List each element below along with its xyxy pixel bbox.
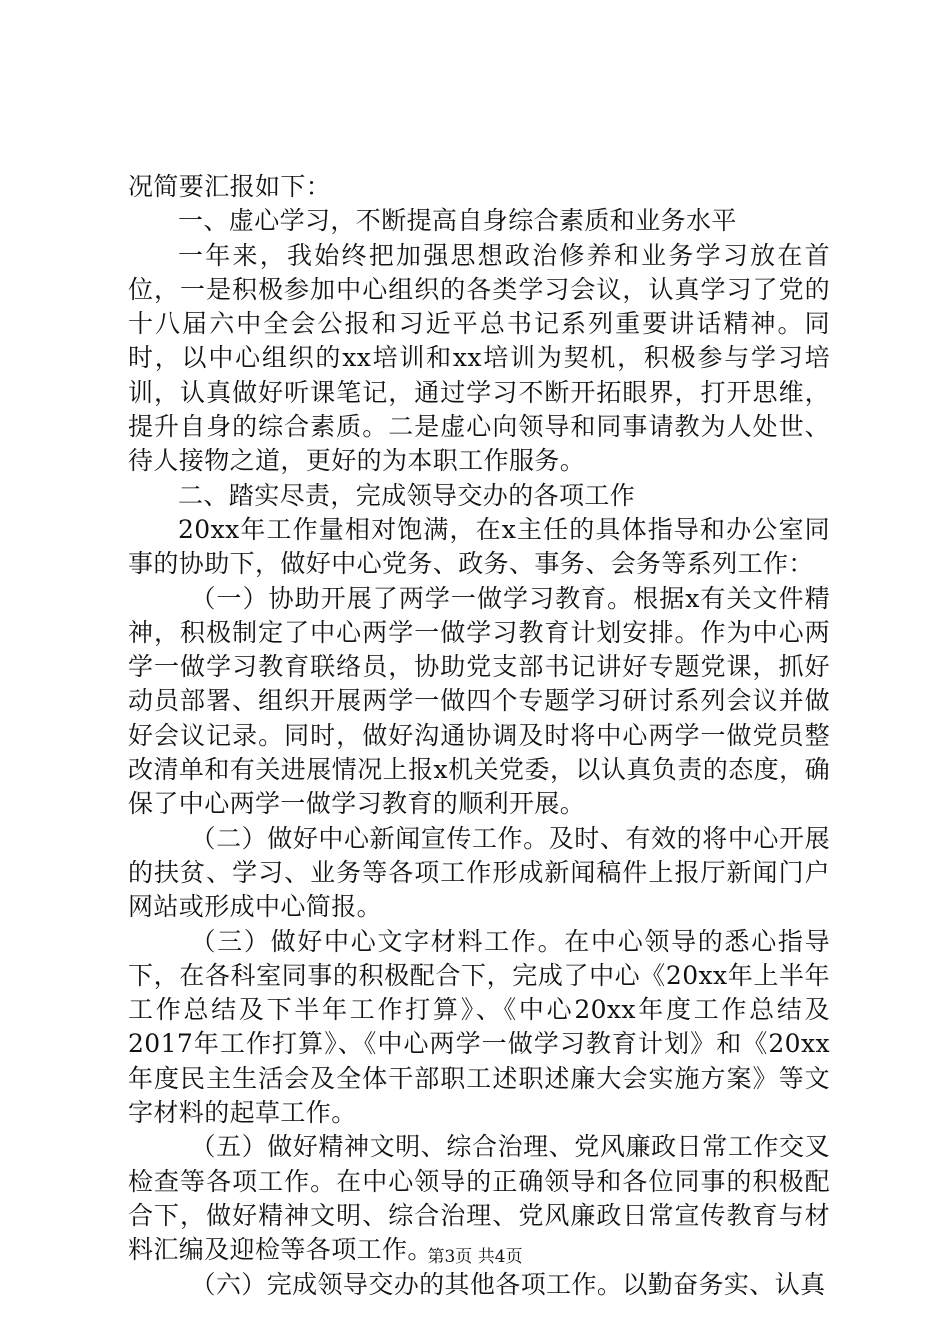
paragraph-item-5: （五）做好精神文明、综合治理、党风廉政日常工作交叉检查等各项工作。在中心领导的正确领导和各位同事的积极配合下，做好精神文明、综合治理、党风廉政日常宣传教育与材料汇编及迎检等各项工作。 xyxy=(128,1132,830,1265)
paragraph-item-6: （六）完成领导交办的其他各项工作。以勤奋务实、认真 xyxy=(190,1269,826,1299)
paragraph-intro: 况简要汇报如下： xyxy=(128,172,332,201)
paragraph-item-2: （二）做好中心新闻宣传工作。及时、有效的将中心开展的扶贫、学习、业务等各项工作形成新闻稿件上报厅新闻门户网站或形成中心简报。 xyxy=(128,823,830,922)
paragraph-workload: 20xx年工作量相对饱满，在x主任的具体指导和办公室同事的协助下，做好中心党务、政务、事务、会务等系列工作： xyxy=(128,514,830,579)
paragraph-item-1: （一）协助开展了两学一做学习教育。根据x有关文件精神，积极制定了中心两学一做学习教育计划安排。作为中心两学一做学习教育联络员，协助党支部书记讲好专题党课，抓好动员部署、组织开展两学一做四个专题学习研讨系列会议并做好会议记录。同时，做好沟通协调及时将中心两学一做党员整改清单和有关进展情况上报x机关党委，以认真负责的态度，确保了中心两学一做学习教育的顺利开展。 xyxy=(128,583,830,819)
section-heading-1: 一、虚心学习，不断提高自身综合素质和业务水平 xyxy=(178,206,737,236)
paragraph-item-3: （三）做好中心文字材料工作。在中心领导的悉心指导下，在各科室同事的积极配合下，完成了中心《20xx年上半年工作总结及下半年工作打算》、《中心20xx年度工作总结及2017年工作打算》、《中心两学一做学习教育计划》和《20xx年度民主生活会及全体干部职工述职述廉大会实施方案》等文字材料的起草工作。 xyxy=(128,926,830,1128)
paragraph-study: 一年来，我始终把加强思想政治修养和业务学习放在首位，一是积极参加中心组织的各类学习会议，认真学习了党的十八届六中全会公报和习近平总书记系列重要讲话精神。同时，以中心组织的xx培训和xx培训为契机，积极参与学习培训，认真做好听课笔记，通过学习不断开拓眼界，打开思维，提升自身的综合素质。二是虚心向领导和同事请教为人处世、待人接物之道，更好的为本职工作服务。 xyxy=(128,240,830,476)
document-body xyxy=(128,170,830,1302)
section-heading-2: 二、踏实尽责，完成领导交办的各项工作 xyxy=(178,480,636,510)
page-footer: 第3页 共4页 xyxy=(427,1247,523,1267)
